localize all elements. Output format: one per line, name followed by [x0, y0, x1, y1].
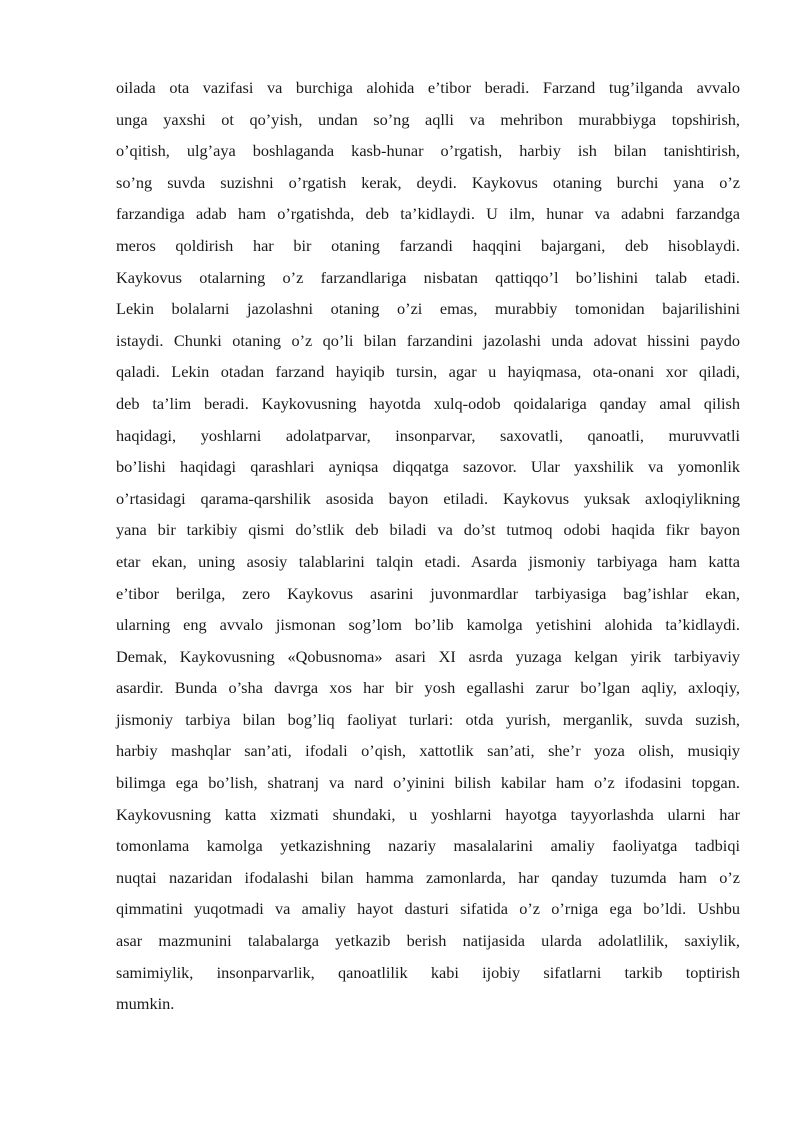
body-paragraph [116, 72, 740, 1020]
text-line: Lekin bolalarni jazolashni otaning o’zi emas, murabbiy tomonidan bajarilishini [116, 299, 740, 319]
text-line: so’ng suvda suzishni o’rgatish kerak, deydi. Kaykovus otaning burchi yana o’z [116, 172, 740, 192]
text-line: yana bir tarkibiy qismi do’stlik deb biladi va do’st tutmoq odobi haqida fikr bayon [116, 520, 740, 540]
text-line: o’rtasidagi qarama-qarshilik asosida bayon etiladi. Kaykovus yuksak axloqiylikning [116, 488, 740, 508]
text-line: e’tibor berilga, zero Kaykovus asarini juvonmardlar tarbiyasiga bag’ishlar ekan, [116, 583, 740, 603]
text-line: deb ta’lim beradi. Kaykovusning hayotda xulq-odob qoidalariga qanday amal qilish [116, 393, 740, 413]
text-line: etar ekan, uning asosiy talablarini talqin etadi. Asarda jismoniy tarbiyaga ham katta [116, 551, 740, 571]
text-line: qaladi. Lekin otadan farzand hayiqib tursin, agar u hayiqmasa, ota-onani xor qiladi, [116, 362, 740, 382]
text-line: meros qoldirish har bir otaning farzandi haqqini bajargani, deb hisoblaydi. [116, 235, 740, 255]
text-line: oilada ota vazifasi va burchiga alohida e’tibor beradi. Farzand tug’ilganda avvalo [116, 78, 740, 97]
text-line: harbiy mashqlar san’ati, ifodali o’qish, xattotlik san’ati, she’r yoza olish, musiqiy [116, 741, 740, 761]
text-line: mumkin. [116, 994, 175, 1014]
text-line: bilimga ega bo’lish, shatranj va nard o’yinini bilish kabilar ham o’z ifodasini topgan. [116, 773, 740, 793]
document-page [116, 72, 740, 1020]
text-line: asar mazmunini talabalarga yetkazib berish natijasida ularda adolatlilik, saxiylik, [116, 931, 740, 951]
text-line: jismoniy tarbiya bilan bog’liq faoliyat turlari: otda yurish, merganlik, suvda suzish, [116, 709, 740, 729]
text-line: asardir. Bunda o’sha davrga xos har bir yosh egallashi zarur bo’lgan aqliy, axloqiy, [116, 678, 740, 698]
text-line: haqidagi, yoshlarni adolatparvar, insonparvar, saxovatli, qanoatli, muruvvatli [116, 425, 740, 445]
text-line: tomonlama kamolga yetkazishning nazariy masalalarini amaliy faoliyatga tadbiqi [116, 836, 740, 856]
text-line: ularning eng avvalo jismonan sog’lom bo’lib kamolga yetishini alohida ta’kidlaydi. [116, 615, 740, 635]
text-line: unga yaxshi ot qo’yish, undan so’ng aqlli va mehribon murabbiyga topshirish, [116, 109, 740, 129]
text-line: o’qitish, ulg’aya boshlaganda kasb-hunar o’rgatish, harbiy ish bilan tanishtirish, [116, 141, 740, 161]
text-line: Kaykovus otalarning o’z farzandlariga nisbatan qattiqqo’l bo’lishini talab etadi. [116, 267, 740, 287]
text-line: nuqtai nazaridan ifodalashi bilan hamma zamonlarda, har qanday tuzumda ham o’z [116, 867, 740, 887]
text-line: samimiylik, insonparvarlik, qanoatlilik kabi ijobiy sifatlarni tarkib toptirish [116, 962, 740, 982]
text-line: qimmatini yuqotmadi va amaliy hayot dasturi sifatida o’z o’rniga ega bo’ldi. Ushbu [116, 899, 740, 919]
text-line: bo’lishi haqidagi qarashlari ayniqsa diqqatga sazovor. Ular yaxshilik va yomonlik [116, 457, 740, 477]
text-line: Demak, Kaykovusning «Qobusnoma» asari XI asrda yuzaga kelgan yirik tarbiyaviy [116, 646, 740, 666]
text-line: istaydi. Chunki otaning o’z qo’li bilan farzandini jazolashi unda adovat hissini paydo [116, 330, 740, 350]
text-line: farzandiga adab ham o’rgatishda, deb ta’kidlaydi. U ilm, hunar va adabni farzandga [116, 204, 740, 224]
text-line: Kaykovusning katta xizmati shundaki, u yoshlarni hayotga tayyorlashda ularni har [116, 804, 740, 824]
